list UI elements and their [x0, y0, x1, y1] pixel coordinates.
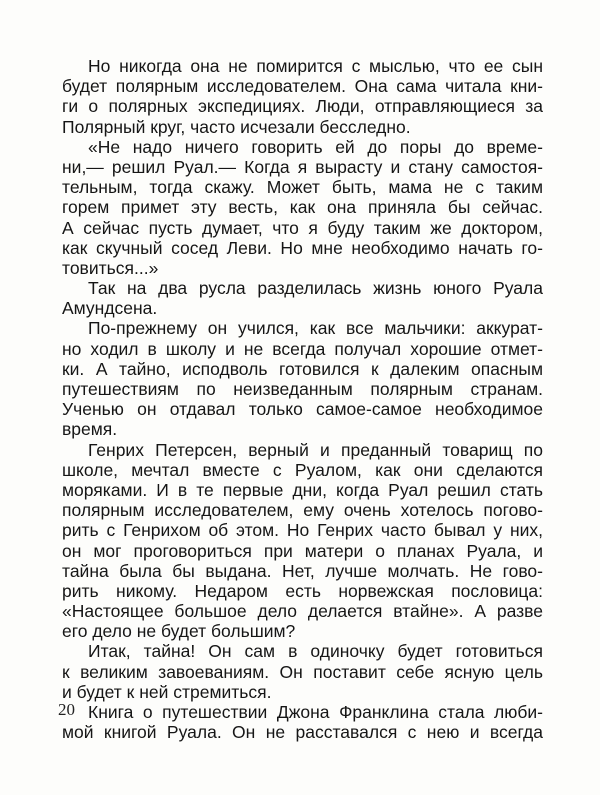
text-line: Ученью он отдавал только самое-самое необходимое	[62, 399, 543, 420]
text-line: моряками. И в те первые дни, когда Руал решил стать	[62, 479, 543, 500]
text-line: Так на два русла разделилась жизнь юного Руала	[88, 278, 543, 299]
text-line: рить никому. Недаром есть норвежская пословица:	[62, 580, 543, 601]
text-line: горем примет эту весть, как она приняла бы сейчас.	[62, 197, 543, 218]
text-line: он мог проговориться при матери о планах Руала, и	[62, 540, 543, 561]
text-line: Генрих Петерсен, верный и преданный товарищ по	[88, 439, 543, 460]
text-line: Полярный круг, часто исчезали бесследно.	[62, 116, 411, 137]
text-line: ки. А тайно, исподволь готовился к далеким опасным	[62, 358, 543, 379]
paragraph	[62, 440, 543, 642]
text-line: будет полярным исследователем. Она сама читала кни-	[62, 76, 543, 97]
paragraph	[62, 56, 543, 137]
text-line: полярным исследователем, ему очень хотелось погово-	[62, 500, 543, 521]
text-line: школе, мечтал вместе с Руалом, как они сделаются	[62, 459, 543, 480]
paragraph	[62, 318, 543, 439]
text-line: Книга о путешествии Джона Франклина стала люби-	[88, 702, 543, 722]
text-line: его дело не будет большим?	[62, 621, 296, 642]
paragraph	[62, 702, 543, 742]
text-line: По-прежнему он учился, как все мальчики: аккурат-	[88, 318, 543, 339]
text-line: и будет к ней стремиться.	[62, 681, 272, 702]
text-line: товиться...»	[62, 257, 159, 278]
text-line: путешествиям по неизведанным полярным странам.	[62, 379, 543, 399]
text-line: к великим завоеваниям. Он поставит себе ясную цель	[62, 661, 543, 682]
text-line: но ходил в школу и не всегда получал хорошие отмет-	[62, 338, 543, 359]
text-line: как скучный сосед Леви. Но мне необходимо начать го-	[62, 237, 543, 258]
text-line: Итак, тайна! Он сам в одиночку будет готовиться	[88, 641, 543, 662]
text-line: Амундсена.	[62, 298, 158, 319]
page-number: 20	[58, 700, 75, 719]
text-line: ги о полярных экспедициях. Люди, отправляющиеся за	[62, 96, 543, 117]
text-line: рить с Генрихом об этом. Но Генрих часто бывал у них,	[62, 520, 543, 541]
text-line: время.	[62, 419, 118, 440]
paragraph	[62, 641, 543, 702]
body-text	[62, 56, 543, 742]
text-line: мой книгой Руала. Он не расставался с нею и всегда	[62, 722, 543, 743]
text-line: ни,— решил Руал.— Когда я вырасту и стану самостоя-	[62, 156, 543, 177]
text-line: «Настоящее большое дело делается втайне». А разве	[62, 601, 543, 622]
text-line: «Не надо ничего говорить ей до поры до време-	[88, 136, 543, 157]
text-line: А сейчас пусть думает, что я буду таким же доктором,	[62, 217, 543, 238]
text-line: тайна была бы выдана. Нет, лучше молчать. Не гово-	[62, 560, 543, 581]
paragraph	[62, 278, 543, 318]
text-line: тельным, тогда скажу. Может быть, мама не с таким	[62, 177, 543, 198]
paragraph	[62, 137, 543, 278]
text-line: Но никогда она не помирится с мыслью, что ее сын	[88, 56, 543, 76]
